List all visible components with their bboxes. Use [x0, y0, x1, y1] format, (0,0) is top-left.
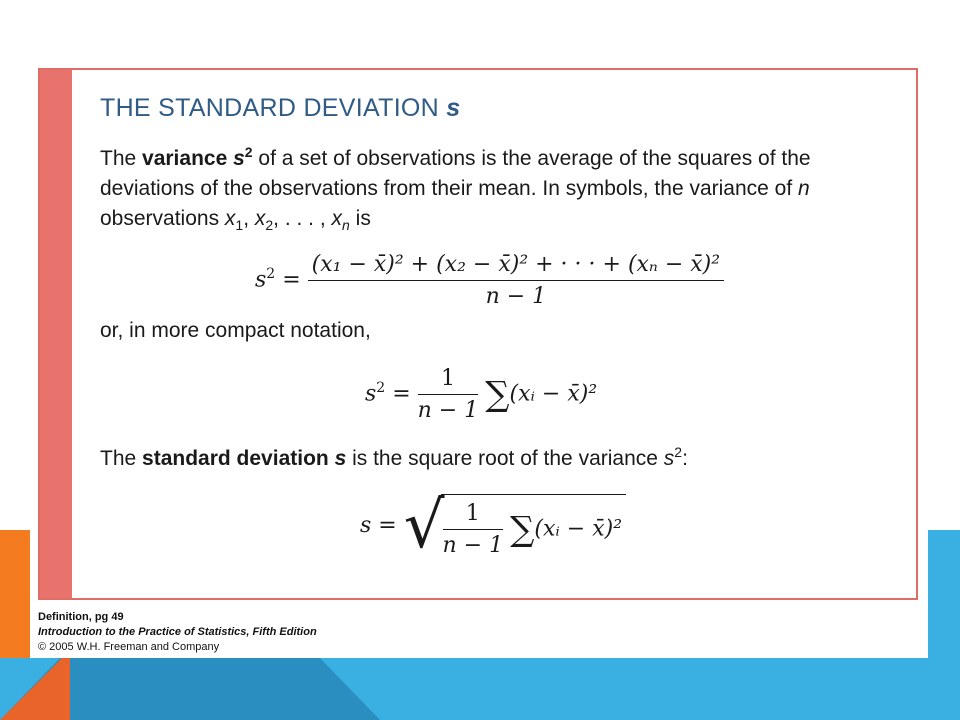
symbol-x: x [224, 207, 236, 230]
summation-term: (xᵢ − x̄)² [509, 381, 598, 407]
fraction [418, 366, 479, 423]
definition-title [100, 94, 461, 123]
symbol-x: x [254, 207, 266, 230]
text-span: , [243, 207, 255, 230]
formula-lhs: s [365, 381, 377, 407]
fraction [308, 252, 724, 309]
compact-notation-text: or, in more compact notation, [100, 319, 371, 342]
variance-compact-formula [365, 366, 597, 423]
variance-definition-text [100, 144, 900, 234]
title-text: THE STANDARD DEVIATION [100, 94, 447, 122]
term-variance: variance [142, 147, 234, 170]
fraction-denominator: n − 1 [442, 533, 504, 558]
subscript: n [342, 217, 350, 234]
term-standard-deviation: standard deviation [142, 447, 335, 470]
summation-term: (xᵢ − x̄)² [534, 516, 623, 542]
formula-lhs: s [255, 267, 267, 293]
subscript: 1 [235, 217, 244, 234]
fraction-numerator: 1 [443, 501, 504, 530]
radical-icon: √ [403, 489, 445, 563]
formula-lhs: s [360, 513, 372, 538]
subscript: 2 [265, 217, 274, 234]
exponent: 2 [266, 266, 276, 283]
text-span: is the square root of the variance [346, 447, 664, 470]
symbol-s: s [233, 147, 245, 170]
standard-deviation-formula [360, 489, 626, 563]
sigma-icon: ∑ [485, 374, 510, 415]
text-span: : [682, 447, 688, 470]
citation-line: © 2005 W.H. Freeman and Company [38, 641, 220, 653]
square-root [403, 489, 626, 563]
equals-sign: = [275, 267, 308, 293]
exponent: 2 [244, 144, 253, 160]
standard-deviation-definition-text [100, 444, 900, 474]
fraction-denominator: n − 1 [485, 284, 547, 309]
text-span: , . . . , [273, 207, 332, 230]
text-span: observations [100, 207, 225, 230]
symbol-n: n [798, 177, 810, 200]
symbol-s: s [334, 447, 347, 470]
text-span: The [100, 447, 143, 470]
equals-sign: = [385, 381, 418, 407]
exponent: 2 [376, 380, 386, 397]
definition-accent-bar [40, 70, 72, 598]
text-span: The [100, 147, 143, 170]
definition-box [38, 68, 918, 600]
source-citation [38, 610, 317, 655]
variance-formula [255, 252, 724, 309]
text-span: is [349, 207, 371, 230]
radicand [441, 494, 627, 558]
citation-line: Definition, pg 49 [38, 611, 124, 623]
fraction-numerator: (x₁ − x̄)² + (x₂ − x̄)² + · · · + (xₙ − x̄)² [308, 252, 724, 281]
fraction-denominator: n − 1 [417, 398, 479, 423]
citation-line: Introduction to the Practice of Statistics, Fifth Edition [38, 626, 317, 638]
exponent: 2 [674, 444, 683, 460]
sigma-icon: ∑ [510, 509, 535, 550]
symbol-x: x [331, 207, 343, 230]
title-symbol: s [446, 94, 461, 122]
equals-sign: = [371, 513, 404, 538]
fraction [443, 501, 504, 558]
symbol-s: s [663, 447, 675, 470]
fraction-numerator: 1 [418, 366, 479, 395]
orange-triangle-decoration [0, 650, 70, 720]
text-span: of a set of observations is the average of the squares of the deviations of the observations from their mean. In symbols, the variance of [100, 147, 811, 200]
